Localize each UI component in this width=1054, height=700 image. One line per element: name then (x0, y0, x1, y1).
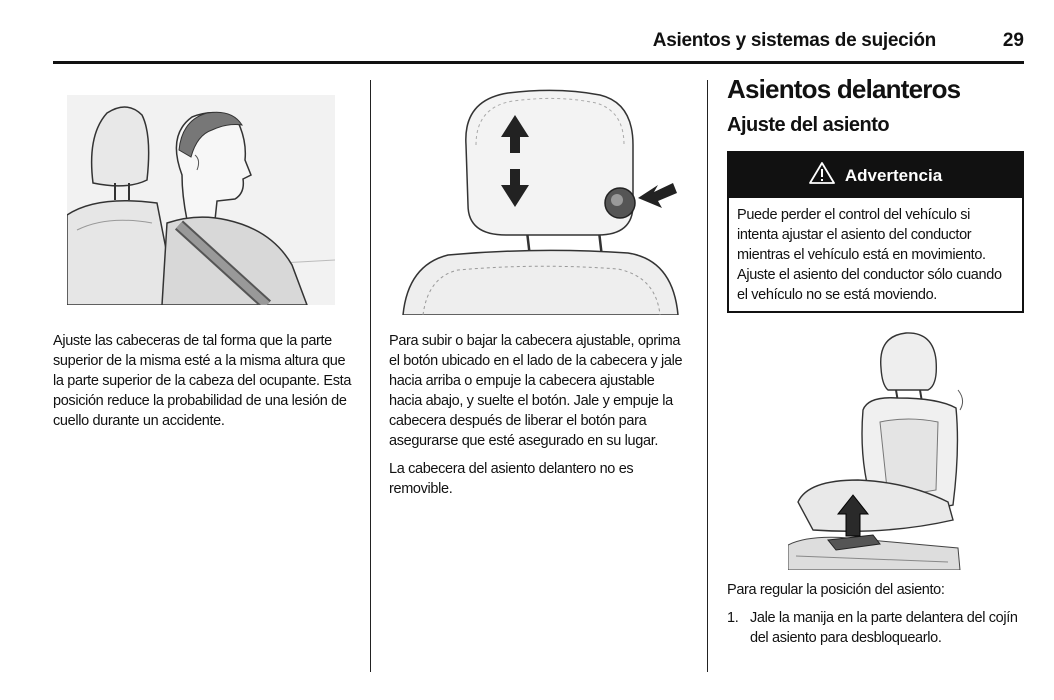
column-divider-left (370, 80, 371, 672)
step-number: 1. (727, 610, 739, 626)
warning-header (729, 153, 1022, 198)
step-text: Jale la manija en la parte delantera del cojín del asiento para desbloquearlo. (750, 610, 1018, 646)
warning-triangle-icon (809, 162, 835, 189)
seat-adjust-intro: Para regular la posición del asiento: (727, 582, 945, 598)
subsection-heading: Ajuste del asiento (727, 114, 890, 136)
adjustable-headrest-illustration (388, 85, 690, 315)
headrest-raise-lower-paragraph: Para subir o bajar la cabecera ajustable, oprima el botón ubicado en el lado de la cabecera y jale hacia arriba o empuje la cabecera ajustable hacia abajo, y suelte el botón. Jale y empuje la cabecera después de liberar el botón para asegurarse que esté asegurado en su lugar. (389, 333, 683, 449)
headrest-height-illustration (67, 95, 335, 305)
running-header-title: Asientos y sistemas de sujeción (652, 30, 936, 51)
headrest-adjustment-paragraph: Ajuste las cabeceras de tal forma que la parte superior de la misma esté a la misma altura que la parte superior de la cabeza del ocupante. Esta posición reduce la probabilidad de una lesión de cuello durante un accidente. (53, 333, 352, 429)
headrest-not-removable-paragraph: La cabecera del asiento delantero no es removible. (389, 461, 634, 497)
warning-box (727, 151, 1024, 313)
section-heading: Asientos delanteros (727, 74, 961, 104)
warning-text: Puede perder el control del vehículo si intenta ajustar el asiento del conductor mientras el vehículo está en movimiento. Ajuste el asiento del conductor sólo cuando el vehículo no se está moviendo. (737, 207, 1002, 303)
warning-label: Advertencia (844, 165, 943, 185)
page-number: 29 (1002, 30, 1024, 51)
header-rule (53, 61, 1024, 64)
column-divider-right (707, 80, 708, 672)
seat-adjust-steps (727, 608, 1027, 648)
list-item (727, 608, 1027, 648)
seat-adjustment-illustration (788, 330, 964, 570)
